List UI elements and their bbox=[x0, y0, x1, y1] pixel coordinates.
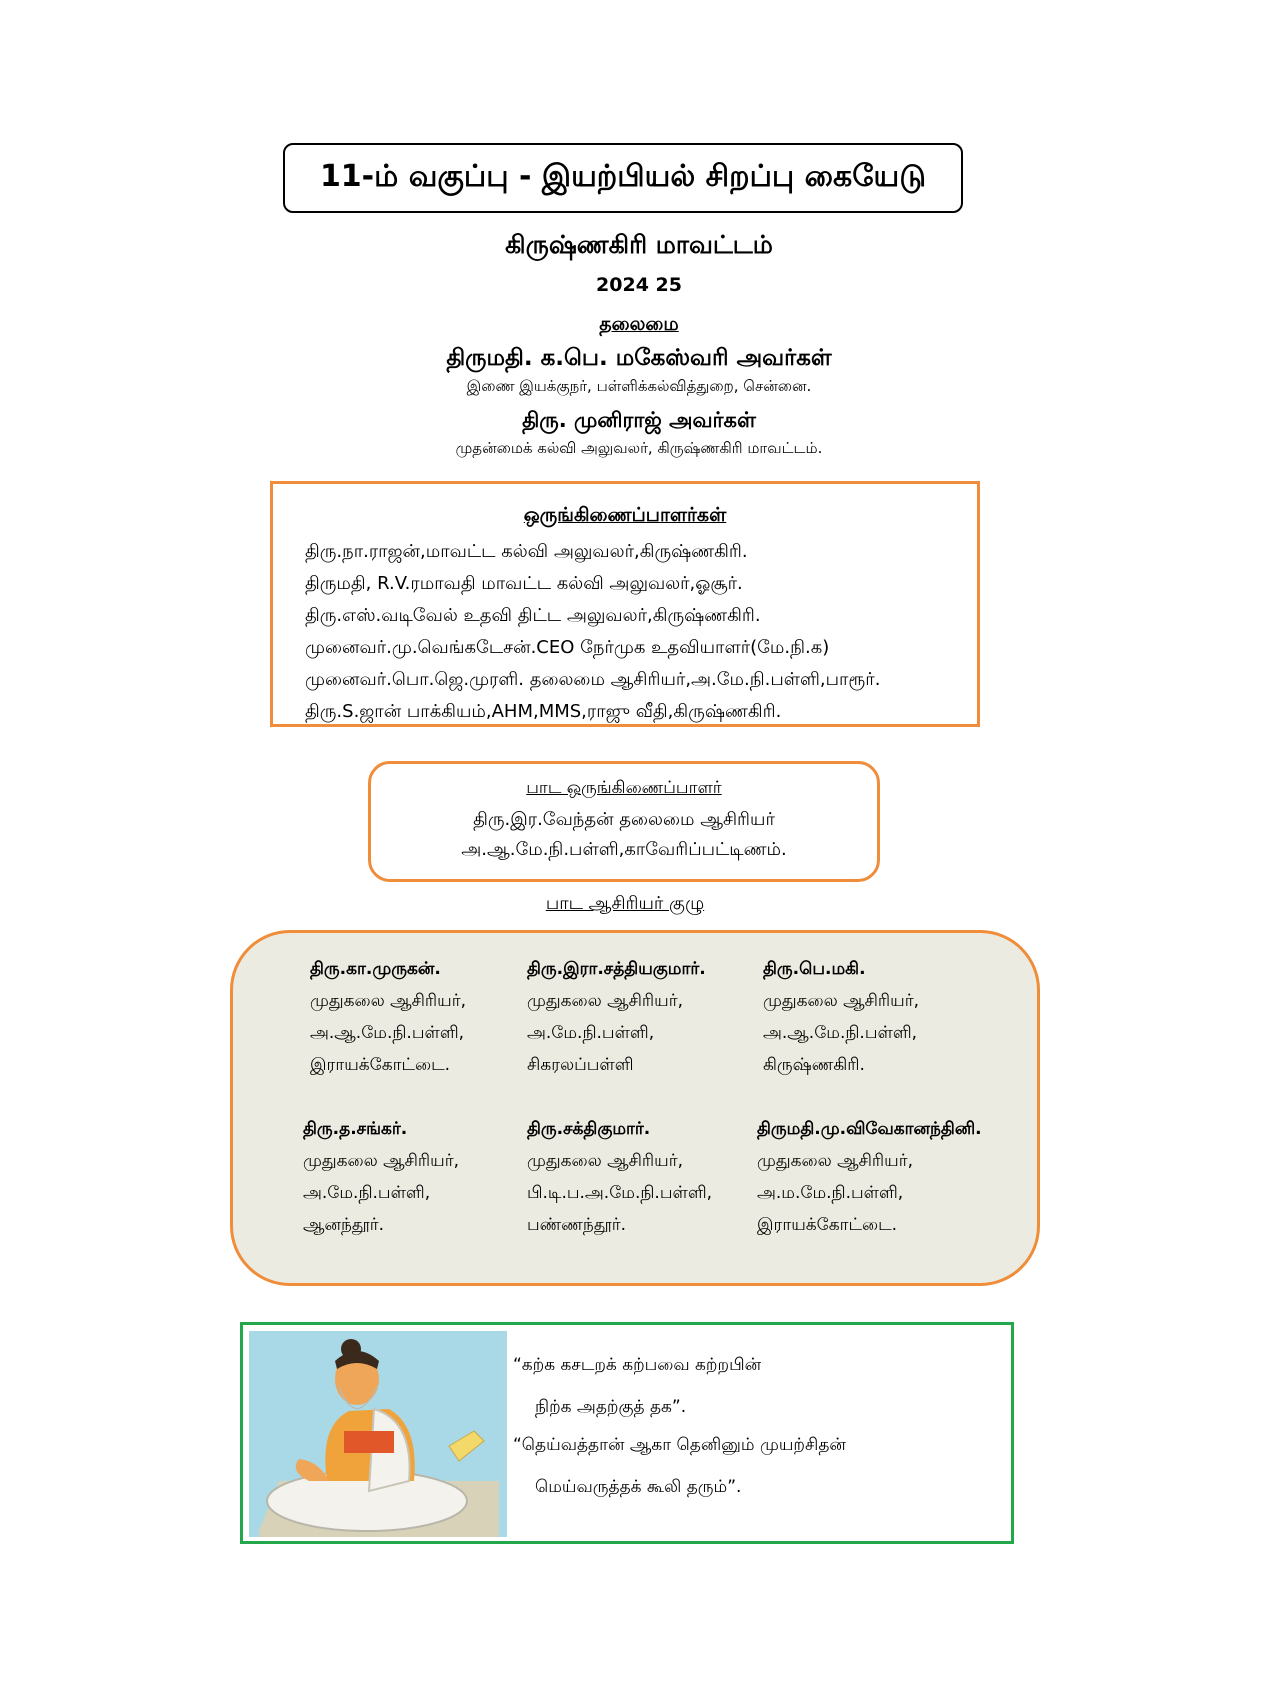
teacher-role: முதுகலை ஆசிரியர், bbox=[303, 1151, 460, 1171]
coordinator-item: முனைவர்.பொ.ஜெ.முரளி. தலைமை ஆசிரியர்,அ.மே.நி.பள்ளி,பாரூர். bbox=[305, 669, 881, 690]
teacher-card bbox=[310, 953, 466, 1081]
coordinator-item: திரு.S.ஜான் பாக்கியம்,AHM,MMS,ராஜு வீதி,கிருஷ்ணகிரி. bbox=[305, 701, 782, 722]
coordinator-item: முனைவர்.மு.வெங்கடேசன்.CEO நேர்முக உதவியாளர்(மே.நி.க) bbox=[305, 637, 830, 658]
teacher-team-box bbox=[230, 930, 1040, 1286]
subject-coordinator-name: திரு.இர.வேந்தன் தலைமை ஆசிரியர் bbox=[473, 809, 775, 830]
teacher-name: திரு.கா.முருகன். bbox=[310, 959, 441, 979]
subject-coordinator-title: பாட ஒருங்கிணைப்பாளர் bbox=[526, 778, 722, 798]
teacher-card bbox=[303, 1113, 459, 1241]
teacher-school: அ.மே.நி.பள்ளி, bbox=[303, 1183, 431, 1203]
teacher-role: முதுகலை ஆசிரியர், bbox=[527, 1151, 684, 1171]
teacher-role: முதுகலை ஆசிரியர், bbox=[763, 991, 920, 1011]
teacher-card bbox=[757, 1113, 982, 1241]
coordinators-list bbox=[305, 536, 880, 728]
teacher-name: திரு.சக்திகுமார். bbox=[527, 1119, 651, 1139]
teacher-school: அ.ஆ.மே.நி.பள்ளி, bbox=[310, 1023, 465, 1043]
teacher-name: திருமதி.மு.விவேகானந்தினி. bbox=[757, 1119, 982, 1139]
head1-name: திருமதி. க.பெ. மகேஸ்வரி அவர்கள் bbox=[446, 345, 832, 371]
teacher-card bbox=[763, 953, 919, 1081]
subject-coordinator-box bbox=[368, 761, 880, 882]
teacher-role: முதுகலை ஆசிரியர், bbox=[310, 991, 467, 1011]
teacher-name: திரு.த.சங்கர். bbox=[303, 1119, 408, 1139]
academic-year: 2024 25 bbox=[596, 274, 682, 296]
teacher-name: திரு.பெ.மகி. bbox=[763, 959, 866, 979]
head1-role: இணை இயக்குநர், பள்ளிக்கல்வித்துறை, சென்னை. bbox=[466, 377, 812, 395]
thirukkural-quote-box bbox=[240, 1322, 1014, 1544]
teacher-school: அ.ம.மே.நி.பள்ளி, bbox=[757, 1183, 904, 1203]
coordinator-item: திருமதி, R.V.ரமாவதி மாவட்ட கல்வி அலுவலர்,ஓசூர். bbox=[305, 573, 743, 594]
teacher-school: அ.மே.நி.பள்ளி, bbox=[527, 1023, 655, 1043]
teacher-team-title: பாட ஆசிரியர் குழு bbox=[545, 893, 705, 914]
quote-line: நிற்க அதற்குத் தக”. bbox=[535, 1397, 687, 1417]
page-title: 11-ம் வகுப்பு - இயற்பியல் சிறப்பு கையேடு bbox=[283, 143, 963, 213]
teacher-place: ஆனந்தூர். bbox=[303, 1215, 385, 1235]
teacher-card bbox=[527, 1113, 712, 1241]
quote-line: “தெய்வத்தான் ஆகா தெனினும் முயற்சிதன் bbox=[513, 1435, 846, 1455]
head2-name: திரு. முனிராஜ் அவர்கள் bbox=[522, 408, 756, 432]
leadership-label: தலைமை bbox=[599, 313, 679, 335]
head2-role: முதன்மைக் கல்வி அலுவலர், கிருஷ்ணகிரி மாவட்டம். bbox=[455, 439, 823, 457]
quote-line: “கற்க கசடறக் கற்பவை கற்றபின் bbox=[513, 1355, 762, 1375]
coordinator-item: திரு.நா.ராஜன்,மாவட்ட கல்வி அலுவலர்,கிருஷ்ணகிரி. bbox=[305, 541, 748, 562]
quote-line: மெய்வருத்தக் கூலி தரும்”. bbox=[535, 1477, 742, 1497]
teacher-place: இராயக்கோட்டை. bbox=[310, 1055, 451, 1075]
teacher-place: சிகரலப்பள்ளி bbox=[527, 1055, 634, 1075]
teacher-school: அ.ஆ.மே.நி.பள்ளி, bbox=[763, 1023, 918, 1043]
teacher-place: இராயக்கோட்டை. bbox=[757, 1215, 898, 1235]
coordinators-title: ஒருங்கிணைப்பாளர்கள் bbox=[523, 504, 727, 526]
subject-coordinator-school: அ.ஆ.மே.நி.பள்ளி,காவேரிப்பட்டிணம். bbox=[461, 839, 787, 860]
coordinators-box bbox=[270, 481, 980, 727]
teacher-role: முதுகலை ஆசிரியர், bbox=[527, 991, 684, 1011]
teacher-school: பி.டி.ப.அ.மே.நி.பள்ளி, bbox=[527, 1183, 713, 1203]
thiruvalluvar-portrait-icon bbox=[249, 1331, 507, 1537]
teacher-place: பண்ணந்தூர். bbox=[527, 1215, 627, 1235]
coordinator-item: திரு.எஸ்.வடிவேல் உதவி திட்ட அலுவலர்,கிருஷ்ணகிரி. bbox=[305, 605, 761, 626]
district-heading: கிருஷ்ணகிரி மாவட்டம் bbox=[505, 230, 773, 259]
teacher-place: கிருஷ்ணகிரி. bbox=[763, 1055, 865, 1075]
teacher-name: திரு.இரா.சத்தியகுமார். bbox=[527, 959, 706, 979]
teacher-role: முதுகலை ஆசிரியர், bbox=[757, 1151, 914, 1171]
teacher-card bbox=[527, 953, 706, 1081]
